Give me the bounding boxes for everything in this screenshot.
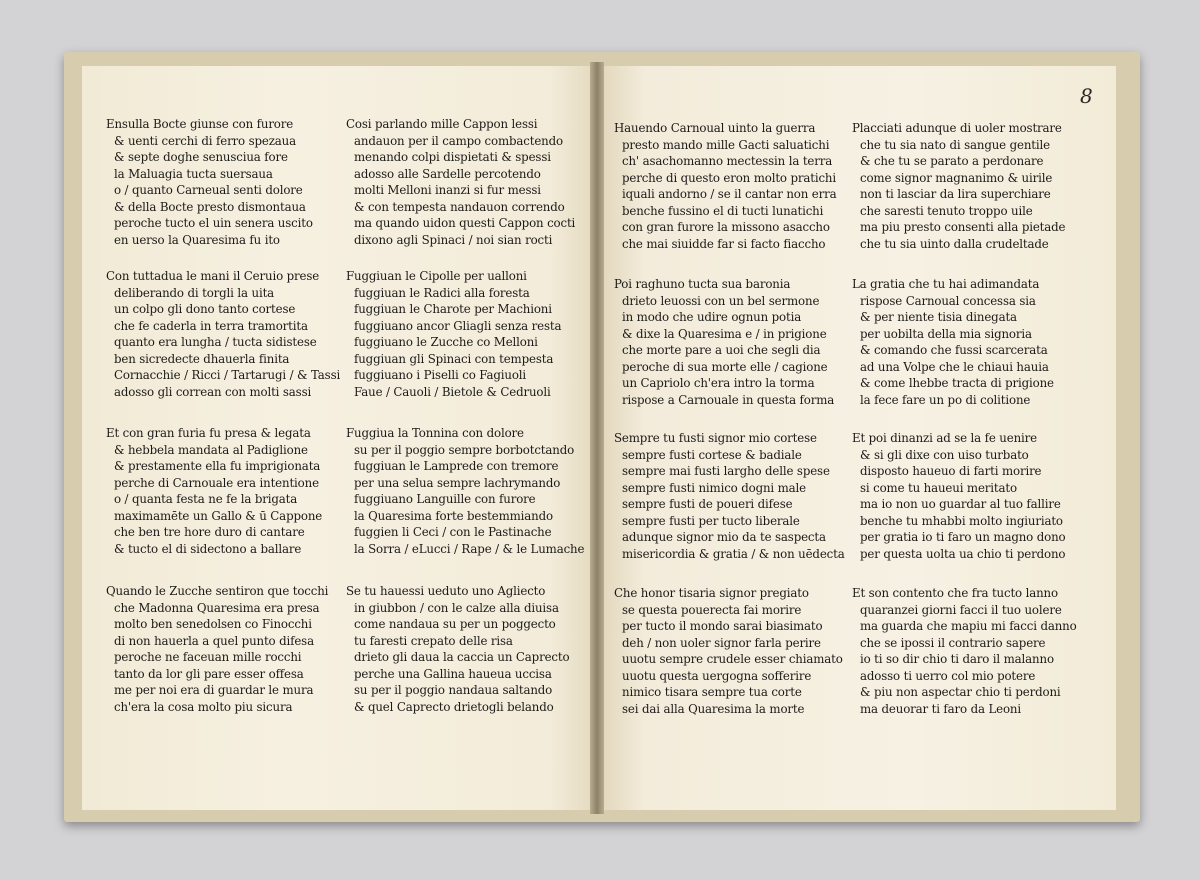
verse-line: che tu sia uinto dalla crudeltade	[860, 236, 1049, 251]
verse-line: sempre fusti nimico dogni male	[622, 480, 807, 495]
verse-line: & come lhebbe tracta di prigione	[860, 376, 1054, 390]
stanza	[106, 583, 328, 715]
verse-line: Cornacchie / Ricci / Tartarugi / & Tassi	[114, 368, 341, 382]
verse-line: en uerso la Quaresima fu ito	[114, 232, 280, 247]
verse-line: Et son contento che fra tucto lanno	[852, 586, 1058, 600]
verse-line: misericordia & gratia / & non uēdecta	[622, 546, 845, 561]
stanza	[614, 585, 843, 717]
verse-line: molti Melloni inanzi si fur messi	[354, 183, 541, 197]
verse-line: con gran furore la missono asaccho	[622, 220, 830, 234]
verse-line: la Sorra / eLucci / Rape / & le Lumache	[354, 541, 585, 556]
verse-line: ma quando uidon questi Cappon cocti	[354, 216, 576, 230]
verse-line: perche di Carnouale era intentione	[114, 475, 319, 490]
verse-line: & si gli dixe con uiso turbato	[860, 447, 1029, 462]
verse-line: Placciati adunque di uoler mostrare	[852, 121, 1062, 135]
verse-line: Hauendo Carnoual uinto la guerra	[614, 121, 816, 135]
verse-line: Che honor tisaria signor pregiato	[614, 586, 809, 600]
verse-line: come nandaua su per un poggecto	[354, 617, 556, 631]
verse-line: fuggiuano le Zucche co Melloni	[354, 335, 538, 349]
verse-line: & quel Caprecto drietogli belando	[354, 699, 554, 714]
verse-line: in modo che udire ognun potia	[622, 310, 802, 324]
verse-line: drieto gli daua la caccia un Caprecto	[354, 650, 570, 664]
verse-line: fuggiuan le Radici alla foresta	[354, 285, 530, 300]
verse-line: Fuggiuan le Cipolle per ualloni	[346, 269, 527, 283]
stanza	[346, 268, 561, 400]
verse-line: se questa pouerecta fai morire	[622, 602, 802, 617]
verse-line: & della Bocte presto dismontaua	[114, 199, 306, 214]
verse-line: o / quanto Carneual senti dolore	[114, 183, 303, 197]
verse-line: benche tu mhabbi molto ingiuriato	[860, 513, 1063, 528]
stanza	[852, 585, 1077, 717]
verse-line: che ben tre hore duro di cantare	[114, 525, 305, 539]
verse-line: sempre fusti cortese & badiale	[622, 447, 802, 462]
verse-line: dixono agli Spinaci / noi sian rocti	[354, 232, 553, 247]
verse-line: Quando le Zucche sentiron que tocchi	[106, 584, 329, 598]
verse-line: non ti lasciar da lira superchiare	[860, 187, 1051, 201]
verse-line: o / quanta festa ne fe la brigata	[114, 492, 298, 506]
verse-line: ch' asachomanno mectessin la terra	[622, 154, 833, 168]
verse-line: fuggiuan le Charote per Machioni	[354, 302, 552, 316]
verse-line: io ti so dir chio ti daro il malanno	[860, 652, 1054, 666]
verse-line: adunque signor mio da te saspecta	[622, 530, 826, 544]
stanza	[614, 430, 845, 562]
stanza	[614, 276, 834, 408]
verse-line: disposto haueuo di farti morire	[860, 464, 1042, 478]
verse-line: La gratia che tu hai adimandata	[852, 277, 1040, 291]
verse-line: & hebbela mandata al Padiglione	[114, 442, 308, 457]
verse-line: & che tu se parato a perdonare	[860, 154, 1044, 168]
verse-line: che fe caderla in terra tramortita	[114, 318, 308, 333]
verse-line: Poi raghuno tucta sua baronia	[614, 277, 791, 291]
verse-line: rispose a Carnouale in questa forma	[622, 392, 835, 407]
verse-line: sempre fusti per tucto liberale	[622, 513, 800, 528]
verse-line: tu faresti crepato delle risa	[354, 633, 513, 648]
verse-line: Con tuttadua le mani il Ceruio prese	[106, 269, 320, 283]
verse-line: per questa uolta ua chio ti perdono	[860, 546, 1066, 561]
verse-line: ma guarda che mapiu mi facci danno	[860, 619, 1077, 633]
verse-line: la Maluagia tucta suersaua	[114, 166, 273, 181]
verse-line: benche fussino el di tucti lunatichi	[622, 203, 824, 218]
verse-line: peroche tucto el uin senera uscito	[114, 216, 313, 230]
verse-line: quanto era lungha / tucta sidistese	[114, 335, 317, 349]
verse-line: la fece fare un po di colitione	[860, 392, 1031, 407]
stanza	[346, 425, 584, 557]
verse-line: perche di questo eron molto pratichi	[622, 170, 837, 185]
verse-line: Cosi parlando mille Cappon lessi	[346, 117, 538, 131]
verse-line: & con tempesta nandauon correndo	[354, 199, 565, 214]
verse-line: fuggiuano i Piselli co Fagiuoli	[354, 368, 527, 382]
verse-line: maximamēte un Gallo & ū Cappone	[114, 508, 323, 523]
folio-number: 8	[1080, 84, 1093, 108]
verse-line: peroche di sua morte elle / cagione	[622, 359, 828, 374]
verse-line: & prestamente ella fu imprigionata	[114, 459, 321, 473]
verse-line: peroche ne faceuan mille rocchi	[114, 650, 302, 664]
verse-line: Faue / Cauoli / Bietole & Cedruoli	[354, 384, 551, 399]
verse-line: Fuggiua la Tonnina con dolore	[346, 426, 524, 440]
verse-line: di non hauerla a quel punto difesa	[114, 633, 314, 648]
verse-line: deliberando di torgli la uita	[114, 285, 275, 300]
verse-line: Se tu hauessi ueduto uno Agliecto	[346, 584, 546, 598]
stanza	[852, 276, 1054, 408]
verse-line: uuotu questa uergogna sofferire	[622, 668, 812, 683]
stanza	[106, 425, 322, 557]
verse-line: adosso ti uerro col mio potere	[860, 668, 1036, 683]
verse-line: fuggiuan le Lamprede con tremore	[354, 459, 559, 473]
verse-line: sei dai alla Quaresima la morte	[622, 701, 805, 716]
verse-line: per tucto il mondo sarai biasimato	[622, 619, 823, 633]
verse-line: che saresti tenuto troppo uile	[860, 203, 1033, 218]
verse-line: & per niente tisia dinegata	[860, 310, 1017, 324]
book-gutter	[590, 62, 604, 814]
verse-line: un Capriolo ch'era intro la torma	[622, 376, 815, 390]
verse-line: su per il poggio sempre borbotctando	[354, 442, 575, 457]
verse-line: nimico tisara sempre tua corte	[622, 685, 802, 699]
verse-line: che mai siuidde far si facto fiaccho	[622, 236, 826, 251]
verse-line: in giubbon / con le calze alla diuisa	[354, 600, 559, 615]
verse-line: si come tu haueui meritato	[860, 480, 1017, 495]
verse-line: Sempre tu fusti signor mio cortese	[614, 431, 817, 445]
verse-line: tanto da lor gli pare esser offesa	[114, 666, 304, 681]
verse-line: sempre mai fusti largho delle spese	[622, 464, 830, 478]
verse-line: su per il poggio nandaua saltando	[354, 683, 553, 697]
verse-line: me per noi era di guardar le mura	[114, 683, 314, 697]
verse-line: iquali andorno / se il cantar non erra	[622, 187, 837, 201]
verse-line: & uenti cerchi di ferro spezaua	[114, 133, 297, 148]
verse-line: che tu sia nato di sangue gentile	[860, 137, 1050, 152]
verse-line: ad una Volpe che le chiaui hauia	[860, 359, 1049, 374]
verse-line: Et poi dinanzi ad se la fe uenire	[852, 431, 1037, 445]
verse-line: fuggiuano ancor Gliagli senza resta	[354, 318, 562, 333]
verse-line: & comando che fussi scarcerata	[860, 343, 1048, 357]
verse-line: & tucto el di sidectono a ballare	[114, 541, 302, 556]
stanza	[106, 268, 340, 400]
verse-line: come signor magnanimo & uirile	[860, 170, 1053, 185]
verse-line: deh / non uoler signor farla perire	[622, 635, 821, 650]
stanza	[852, 120, 1065, 252]
verse-line: per una selua sempre lachrymando	[354, 475, 561, 490]
verse-line: ma piu presto consenti alla pietade	[860, 220, 1066, 234]
verse-line: molto ben senedolsen co Finocchi	[114, 617, 312, 631]
verse-line: presto mando mille Gacti saluatichi	[622, 137, 830, 152]
verse-line: che morte pare a uoi che segli dia	[622, 343, 821, 357]
stanza	[614, 120, 836, 252]
verse-line: fuggiuan gli Spinaci con tempesta	[354, 351, 554, 366]
verse-line: Et con gran furia fu presa & legata	[106, 426, 311, 440]
verse-line: ma deuorar ti faro da Leoni	[860, 701, 1021, 716]
verse-line: adosso gli correan con molti sassi	[114, 384, 312, 399]
verse-line: uuotu sempre crudele esser chiamato	[622, 652, 843, 666]
verse-line: fuggien li Ceci / con le Pastinache	[354, 525, 552, 539]
verse-line: Ensulla Bocte giunse con furore	[106, 117, 294, 131]
stanza	[852, 430, 1066, 562]
verse-line: ben sicredecte dhauerla finita	[114, 351, 290, 366]
verse-line: per gratia io ti faro un magno dono	[860, 530, 1066, 544]
verse-line: sempre fusti de poueri difese	[622, 497, 793, 511]
stanza	[346, 583, 569, 715]
verse-line: quaranzei giorni facci il tuo uolere	[860, 602, 1062, 617]
verse-line: la Quaresima forte bestemmiando	[354, 508, 553, 523]
verse-line: menando colpi dispietati & spessi	[354, 150, 551, 164]
verse-line: un colpo gli dono tanto cortese	[114, 302, 296, 316]
verse-line: & piu non aspectar chio ti perdoni	[860, 685, 1061, 699]
verse-line: adosso alle Sardelle percotendo	[354, 166, 541, 181]
verse-line: rispose Carnoual concessa sia	[860, 293, 1036, 308]
stanza	[346, 116, 575, 248]
verse-line: fuggiuano Languille con furore	[354, 492, 536, 506]
verse-line: che se ipossi il contrario sapere	[860, 635, 1046, 650]
verse-line: che Madonna Quaresima era presa	[114, 600, 320, 615]
verse-line: & septe doghe senusciua fore	[114, 150, 288, 164]
verse-line: per uobilta della mia signoria	[860, 326, 1032, 341]
verse-line: perche una Gallina haueua uccisa	[354, 666, 552, 681]
verse-line: & dixe la Quaresima e / in prigione	[622, 326, 827, 341]
stanza	[106, 116, 313, 248]
verse-line: andauon per il campo combactendo	[354, 133, 563, 148]
verse-line: drieto leuossi con un bel sermone	[622, 293, 820, 308]
verse-line: ch'era la cosa molto piu sicura	[114, 699, 293, 714]
verse-line: ma io non uo guardar al tuo fallire	[860, 497, 1061, 511]
